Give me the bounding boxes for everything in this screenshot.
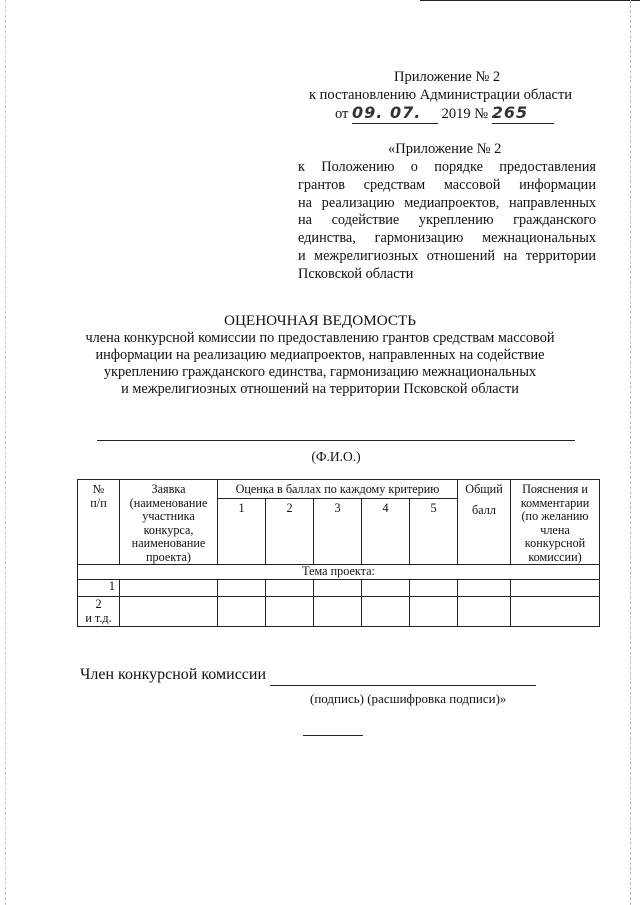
cell-score[interactable] [266, 580, 314, 597]
appendix-line: единства, гармонизацию межнациональных [298, 230, 596, 247]
appendix-line: на содействие укреплению гражданского [298, 212, 596, 229]
table-row [78, 580, 600, 597]
date-field [352, 104, 438, 124]
appendix-line: на реализацию медиапроектов, направленных [298, 194, 596, 211]
cell-score[interactable] [362, 597, 410, 627]
topic-row: Тема проекта: [78, 565, 600, 580]
bottom-separator [303, 735, 363, 736]
appendix-line: к Положению о порядке предоставления [298, 159, 596, 175]
cell-score[interactable] [266, 597, 314, 627]
criterion-1: 1 [218, 499, 266, 565]
criterion-4: 4 [362, 499, 410, 565]
criterion-3: 3 [314, 499, 362, 565]
row-num: 1 [78, 580, 120, 597]
fio-field-line [97, 440, 575, 441]
cell-total[interactable] [458, 597, 511, 627]
cell-comments[interactable] [511, 597, 600, 627]
header-scores: Оценка в баллах по каждому критерию [218, 480, 458, 499]
appendix-block-title: «Приложение № 2 [388, 141, 502, 157]
handwritten-date: 09. 07. [352, 103, 422, 122]
cell-application[interactable] [120, 580, 218, 597]
signature-field-line [270, 685, 536, 686]
document-title: ОЦЕНОЧНАЯ ВЕДОМОСТЬ [223, 312, 417, 329]
header-total: Общий балл [458, 480, 511, 565]
header-comments: Пояснения и комментарии (по желанию члена конкурсной комиссии) [511, 480, 600, 565]
appendix-line: и межрелигиозных отношений на территории [298, 247, 596, 264]
resolution-label: к постановлению Администрации области [309, 87, 573, 103]
signature-label: Член конкурсной комиссии [80, 666, 267, 683]
criterion-5: 5 [410, 499, 458, 565]
number-field [492, 104, 554, 124]
signature-caption: (подпись) (расшифровка подписи)» [310, 691, 507, 706]
appendix-block-text [298, 159, 596, 284]
subtitle-line: члена конкурсной комиссии по предоставлению грантов средствам массовой [85, 330, 555, 346]
date-line [335, 104, 554, 124]
scan-edge-top [420, 0, 640, 1]
cell-score[interactable] [410, 597, 458, 627]
cell-application[interactable] [120, 597, 218, 627]
year-number-label: 2019 № [441, 106, 489, 122]
cell-score[interactable] [314, 597, 362, 627]
scan-edge-right [630, 0, 631, 905]
row-num: 2 и т.д. [78, 597, 120, 627]
table-row [78, 597, 600, 627]
cell-comments[interactable] [511, 580, 600, 597]
cell-total[interactable] [458, 580, 511, 597]
header-application: Заявка (наименование участника конкурса, наименование проекта) [120, 480, 218, 565]
cell-score[interactable] [218, 580, 266, 597]
appendix-line: грантов средствам массовой информации [298, 176, 596, 193]
criterion-2: 2 [266, 499, 314, 565]
date-prefix: от [335, 106, 349, 122]
evaluation-table [77, 479, 600, 627]
cell-score[interactable] [314, 580, 362, 597]
subtitle-line: информации на реализацию медиапроектов, направленных на содействие [95, 347, 545, 363]
subtitle-line: и межрелигиозных отношений на территории Псковской области [121, 381, 519, 397]
cell-score[interactable] [362, 580, 410, 597]
scan-edge-left [5, 0, 6, 905]
appendix-line: Псковской области [298, 265, 414, 282]
subtitle-line: укреплению гражданского единства, гармонизацию межнациональных [103, 364, 537, 380]
cell-score[interactable] [218, 597, 266, 627]
handwritten-number: 265 [491, 103, 529, 122]
header-num: № п/п [78, 480, 120, 565]
appendix-label: Приложение № 2 [394, 69, 501, 85]
cell-score[interactable] [410, 580, 458, 597]
fio-label: (Ф.И.О.) [311, 449, 361, 464]
